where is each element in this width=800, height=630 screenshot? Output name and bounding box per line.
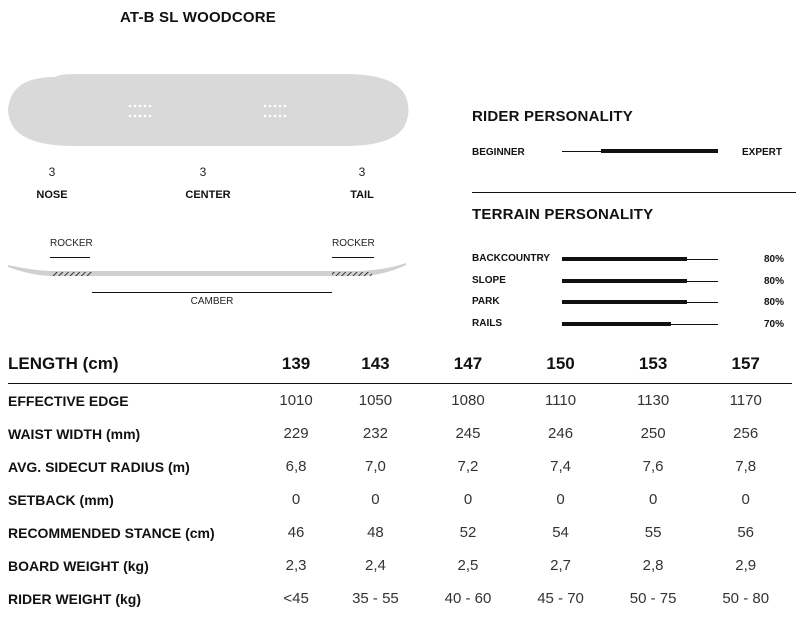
table-cell: 7,2 [457,458,479,475]
row-label: RIDER WEIGHT (kg) [8,590,141,607]
table-cell: 0 [371,491,380,508]
flex-center-value: 3 [199,165,207,179]
table-cell: <45 [283,590,309,607]
rider-low-label: BEGINNER [472,147,525,158]
table-cell: 1010 [279,392,313,409]
rider-personality-heading: RIDER PERSONALITY [472,108,633,125]
terrain-bar-backcountry [562,254,718,264]
board-profile [0,255,420,285]
table-cell: 6,8 [285,458,307,475]
table-cell: 2,3 [285,557,307,574]
table-row [8,483,792,516]
table-cell: 0 [741,491,750,508]
table-cell: 1050 [358,392,393,409]
table-cell: 35 - 55 [352,590,399,607]
flex-tail-value: 3 [358,165,366,179]
table-row [8,417,792,450]
table-cell: 2,7 [550,557,571,574]
table-cell: 40 - 60 [444,590,492,607]
terrain-value-park: 80% [764,297,785,308]
table-cell: 0 [648,491,658,508]
table-row [8,582,792,615]
table-cell: 2,8 [642,557,664,574]
table-cell: 1110 [544,392,577,409]
length-143: 143 [329,345,422,384]
table-cell: 2,5 [457,557,479,574]
table-cell: 56 [737,524,755,541]
rocker-right-zone [332,272,372,276]
table-cell: 7,6 [642,458,664,475]
table-cell: 0 [463,491,473,508]
product-title: AT-B SL WOODCORE [120,9,276,26]
table-cell: 7,8 [735,458,757,475]
table-cell: 1170 [729,392,762,409]
length-157: 157 [699,345,792,384]
table-cell: 46 [287,524,305,541]
table-cell: 50 - 75 [629,590,677,607]
spec-header-row [8,345,792,384]
row-label: AVG. SIDECUT RADIUS (m) [8,458,190,475]
terrain-fill-slope [562,279,687,283]
flex-tail-label: TAIL [350,189,374,201]
terrain-value-slope: 80% [764,276,785,287]
table-cell: 229 [283,425,309,442]
terrain-label-rails: RAILS [472,318,502,329]
row-label: BOARD WEIGHT (kg) [8,557,149,574]
table-cell: 7,4 [550,458,571,475]
terrain-personality-heading: TERRAIN PERSONALITY [472,206,654,223]
rider-level-bar [562,146,718,156]
table-cell: 232 [362,425,388,442]
table-row [8,384,792,418]
table-cell: 1080 [451,392,485,409]
section-divider [472,192,796,193]
table-cell: 2,4 [364,557,386,574]
row-label: RECOMMENDED STANCE (cm) [8,524,215,541]
camber-line [92,292,332,293]
terrain-bar-park [562,297,718,307]
table-cell: 52 [459,524,477,541]
spec-table [8,345,792,615]
terrain-label-park: PARK [472,296,500,307]
camber-label: CAMBER [190,296,234,307]
table-cell: 1130 [636,392,670,409]
row-label: SETBACK (mm) [8,491,114,508]
table-cell: 0 [291,491,301,508]
table-row [8,549,792,582]
table-cell: 0 [556,491,565,508]
table-cell: 2,9 [735,557,757,574]
table-cell: 55 [644,524,662,541]
length-153: 153 [607,345,700,384]
terrain-fill-backcountry [562,257,687,261]
board-top-view [0,60,420,160]
table-cell: 250 [640,425,666,442]
flex-nose-label: NOSE [36,189,68,201]
table-row [8,516,792,549]
table-cell: 7,0 [364,458,386,475]
flex-center-label: CENTER [185,189,231,201]
flex-nose-value: 3 [48,165,56,179]
rider-high-label: EXPERT [742,147,783,158]
table-cell: 246 [548,425,574,442]
terrain-label-slope: SLOPE [472,275,506,286]
table-cell: 45 - 70 [537,590,584,607]
terrain-bar-rails [562,319,718,329]
terrain-fill-rails [562,322,671,326]
length-147: 147 [422,345,515,384]
terrain-label-backcountry: BACKCOUNTRY [472,253,550,264]
rocker-left-label: ROCKER [50,238,90,258]
row-label: WAIST WIDTH (mm) [8,425,141,442]
table-cell: 48 [367,524,384,541]
terrain-value-backcountry: 80% [764,254,785,265]
row-label: EFFECTIVE EDGE [8,392,129,409]
length-150: 150 [514,345,607,384]
rocker-right-label: ROCKER [332,238,374,258]
table-cell: 54 [552,524,569,541]
terrain-bar-slope [562,276,718,286]
rider-level-fill [601,149,718,153]
terrain-value-rails: 70% [764,319,785,330]
length-139: 139 [263,345,329,384]
table-cell: 245 [455,425,481,442]
terrain-fill-park [562,300,687,304]
table-cell: 50 - 80 [722,590,770,607]
table-cell: 256 [733,425,759,442]
rocker-left-zone [52,272,92,276]
length-header: LENGTH (cm) [8,345,263,384]
table-row [8,450,792,483]
